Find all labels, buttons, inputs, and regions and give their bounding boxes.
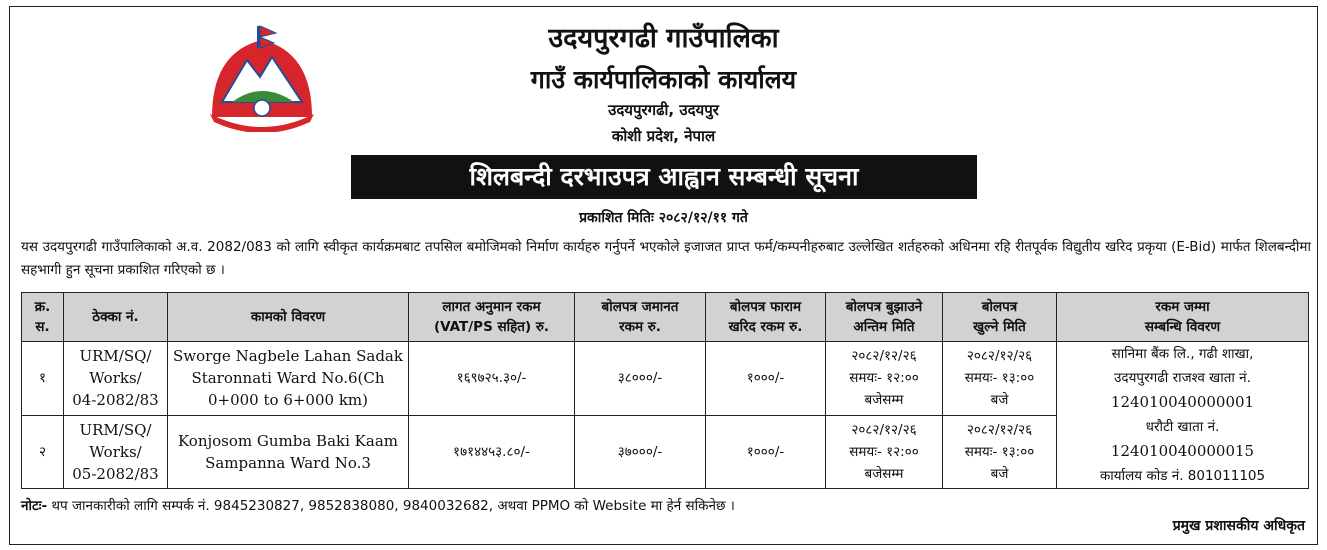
header-open-date: बोलपत्र खुल्ने मिति [943,293,1057,342]
header-description: कामको विवरण [168,293,409,342]
table-header-row [22,293,1309,342]
address-line-2: कोशी प्रदेश, नेपाल [611,127,716,145]
intro-paragraph: यस उदयपुरगढी गाउँपालिकाको अ.व. 2082/083 को लागि स्वीकृत कार्यक्रमबाट तपसिल बमोजिमको निर्माण कार्यहरु गर्नुपर्ने भएकोले इजाजत प्राप्त फर्म/कम्पनीहरुबाट उल्लेखित शर्तहरुको अधिनमा रहि रीतपूर्वक विद्युतीय खरिद प्रकृया (E-Bid) मार्फत शिलबन्दीमा सहभागी हुन सूचना प्रकाशित गरिएको छ । [21,239,1311,278]
row-description: Konjosom Gumba Baki Kaam Sampanna Ward No.3 [168,415,409,489]
note-line [21,496,735,514]
notice-title-banner: शिलबन्दी दरभाउपत्र आह्वान सम्बन्धी सूचना [351,155,977,199]
row-contract: URM/SQ/ Works/ 05-2082/83 [64,415,168,489]
signature: प्रमुख प्रशासकीय अधिकृत [1172,518,1305,534]
note-text: थप जानकारीको लागि सम्पर्क नं. 9845230827, 9852838080, 9840032682, अथवा PPMO को Website मा हेर्न सकिनेछ । [51,498,735,514]
row-description: Sworge Nagbele Lahan Sadak Staronnati Ward No.6(Ch 0+000 to 6+000 km) [168,342,409,416]
row-form-fee: १०००/- [706,415,826,489]
deposit-details: सानिमा बैंक लि., गढी शाखा, उदयपुरगढी राजश्व खाता नं. 124010040000001 धरौटी खाता नं. 124010040000015 कार्यालय कोड नं. 801011105 [1057,342,1309,489]
office-title: गाउँ कार्यपालिकाको कार्यालय [530,65,797,94]
row-form-fee: १०००/- [706,342,826,416]
municipality-title: उदयपुरगढी गाउँपालिका [548,23,779,54]
row-sn: २ [22,415,64,489]
row-bid-security: ३७०००/- [575,415,706,489]
header-estimate: लागत अनुमान रकम (VAT/PS सहित) रु. [409,293,575,342]
address-line-1: उदयपुरगढी, उदयपुर [608,101,719,119]
header-contract: ठेक्का नं. [64,293,168,342]
bid-table [21,292,1309,489]
row-open-date: २०८२/१२/२६ समयः- १३:०० बजे [943,342,1057,416]
header-bid-security: बोलपत्र जमानत रकम रु. [575,293,706,342]
published-date: प्रकाशित मितिः २०८२/१२/११ गते [579,210,748,226]
header-deposit: रकम जम्मा सम्बन्धि विवरण [1057,293,1309,342]
note-label: नोटः- [21,498,48,514]
header-form-fee: बोलपत्र फाराम खरिद रकम रु. [706,293,826,342]
row-submit-date: २०८२/१२/२६ समयः- १२:०० बजेसम्म [826,342,943,416]
row-submit-date: २०८२/१२/२६ समयः- १२:०० बजेसम्म [826,415,943,489]
header-submit-date: बोलपत्र बुझाउने अन्तिम मिति [826,293,943,342]
row-sn: १ [22,342,64,416]
header-sn: क्र. स. [22,293,64,342]
row-contract: URM/SQ/ Works/ 04-2082/83 [64,342,168,416]
row-estimate: १७१४४५३.८०/- [409,415,575,489]
row-bid-security: ३८०००/- [575,342,706,416]
row-open-date: २०८२/१२/२६ समयः- १३:०० बजे [943,415,1057,489]
table-row [22,342,1309,416]
row-estimate: १६९७२५.३०/- [409,342,575,416]
